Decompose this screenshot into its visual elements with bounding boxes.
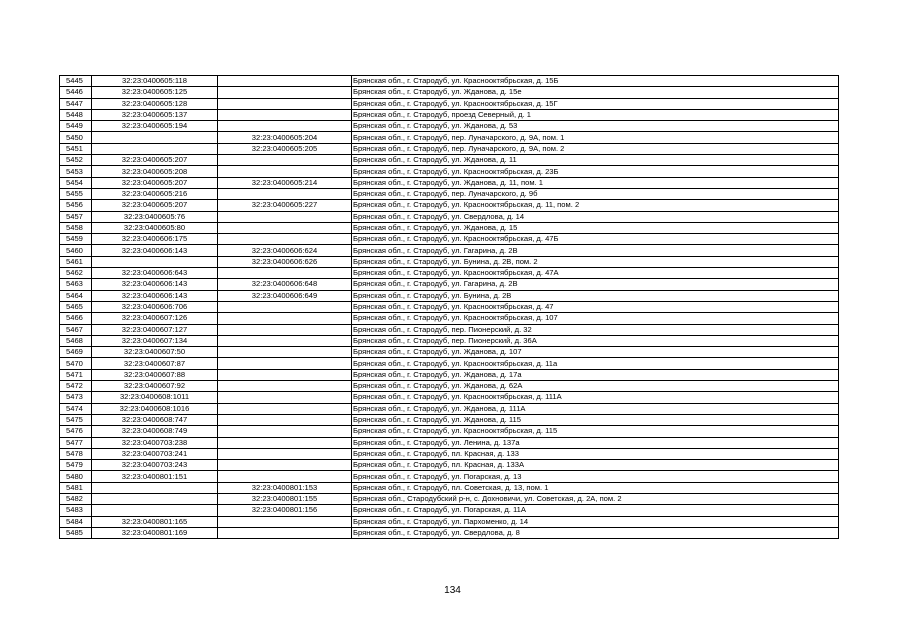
building-cadastral-number-cell: [218, 234, 352, 245]
building-cadastral-number-cell: [218, 301, 352, 312]
building-cadastral-number-cell: [218, 437, 352, 448]
land-cadastral-number-cell: 32:23:0400703:241: [92, 448, 218, 459]
building-cadastral-number-cell: [218, 335, 352, 346]
address-cell: Брянская обл., г. Стародуб, ул. Гагарина, д. 2В: [352, 279, 839, 290]
land-cadastral-number-cell: 32:23:0400605:208: [92, 166, 218, 177]
building-cadastral-number-cell: 32:23:0400801:156: [218, 505, 352, 516]
land-cadastral-number-cell: 32:23:0400605:216: [92, 188, 218, 199]
row-number-cell: 5454: [60, 177, 92, 188]
table-row: [60, 414, 839, 425]
address-cell: Брянская обл., г. Стародуб, ул. Жданова, д. 17а: [352, 369, 839, 380]
land-cadastral-number-cell: 32:23:0400607:126: [92, 313, 218, 324]
building-cadastral-number-cell: [218, 403, 352, 414]
table-row: [60, 392, 839, 403]
address-cell: Брянская обл., г. Стародуб, ул. Гагарина, д. 2В: [352, 245, 839, 256]
row-number-cell: 5448: [60, 109, 92, 120]
address-cell: Брянская обл., г. Стародуб, ул. Жданова, д. 53: [352, 121, 839, 132]
address-cell: Брянская обл., г. Стародуб, ул. Свердлова, д. 14: [352, 211, 839, 222]
land-cadastral-number-cell: 32:23:0400608:749: [92, 426, 218, 437]
building-cadastral-number-cell: [218, 381, 352, 392]
row-number-cell: 5470: [60, 358, 92, 369]
address-cell: Брянская обл., г. Стародуб, проезд Северный, д. 1: [352, 109, 839, 120]
building-cadastral-number-cell: [218, 392, 352, 403]
table-row: [60, 132, 839, 143]
address-cell: Брянская обл., г. Стародуб, ул. Свердлова, д. 8: [352, 527, 839, 538]
table-row: [60, 335, 839, 346]
row-number-cell: 5451: [60, 143, 92, 154]
building-cadastral-number-cell: [218, 448, 352, 459]
building-cadastral-number-cell: [218, 313, 352, 324]
land-cadastral-number-cell: [92, 505, 218, 516]
address-cell: Брянская обл., г. Стародуб, пл. Красная, д. 133А: [352, 460, 839, 471]
building-cadastral-number-cell: 32:23:0400606:649: [218, 290, 352, 301]
address-cell: Брянская обл., г. Стародуб, пер. Пионерский, д. 32: [352, 324, 839, 335]
address-cell: Брянская обл., г. Стародуб, пер. Луначарского, д. 9А, пом. 2: [352, 143, 839, 154]
row-number-cell: 5483: [60, 505, 92, 516]
row-number-cell: 5481: [60, 482, 92, 493]
table-row: [60, 87, 839, 98]
table-row: [60, 313, 839, 324]
land-cadastral-number-cell: 32:23:0400608:1016: [92, 403, 218, 414]
land-cadastral-number-cell: 32:23:0400801:165: [92, 516, 218, 527]
row-number-cell: 5450: [60, 132, 92, 143]
table-row: [60, 155, 839, 166]
address-cell: Брянская обл., г. Стародуб, ул. Краснооктябрьская, д. 107: [352, 313, 839, 324]
table-row: [60, 177, 839, 188]
land-cadastral-number-cell: 32:23:0400608:1011: [92, 392, 218, 403]
row-number-cell: 5485: [60, 527, 92, 538]
address-cell: Брянская обл., г. Стародуб, ул. Бунина, д. 2В, пом. 2: [352, 256, 839, 267]
row-number-cell: 5479: [60, 460, 92, 471]
row-number-cell: 5484: [60, 516, 92, 527]
row-number-cell: 5460: [60, 245, 92, 256]
row-number-cell: 5468: [60, 335, 92, 346]
table-row: [60, 188, 839, 199]
building-cadastral-number-cell: [218, 188, 352, 199]
table-row: [60, 301, 839, 312]
row-number-cell: 5474: [60, 403, 92, 414]
table-row: [60, 279, 839, 290]
address-cell: Брянская обл., г. Стародуб, ул. Жданова, д. 62А: [352, 381, 839, 392]
building-cadastral-number-cell: [218, 347, 352, 358]
table-row: [60, 200, 839, 211]
land-cadastral-number-cell: 32:23:0400605:76: [92, 211, 218, 222]
building-cadastral-number-cell: 32:23:0400605:214: [218, 177, 352, 188]
land-cadastral-number-cell: 32:23:0400606:143: [92, 290, 218, 301]
address-cell: Брянская обл., г. Стародуб, ул. Краснооктябрьская, д. 47А: [352, 268, 839, 279]
table-row: [60, 471, 839, 482]
row-number-cell: 5480: [60, 471, 92, 482]
address-cell: Брянская обл., г. Стародуб, ул. Погарская, д. 11А: [352, 505, 839, 516]
land-cadastral-number-cell: 32:23:0400606:643: [92, 268, 218, 279]
building-cadastral-number-cell: [218, 268, 352, 279]
address-cell: Брянская обл., г. Стародуб, пер. Луначарского, д. 9б: [352, 188, 839, 199]
row-number-cell: 5452: [60, 155, 92, 166]
land-cadastral-number-cell: 32:23:0400605:207: [92, 177, 218, 188]
table-row: [60, 222, 839, 233]
address-cell: Брянская обл., Стародубский р-н, с. Дохновичи, ул. Советская, д. 2А, пом. 2: [352, 493, 839, 504]
address-cell: Брянская обл., г. Стародуб, ул. Ленина, д. 137а: [352, 437, 839, 448]
address-cell: Брянская обл., г. Стародуб, ул. Краснооктябрьская, д. 47Б: [352, 234, 839, 245]
building-cadastral-number-cell: [218, 369, 352, 380]
address-cell: Брянская обл., г. Стародуб, ул. Жданова, д. 15: [352, 222, 839, 233]
table-row: [60, 98, 839, 109]
land-cadastral-number-cell: [92, 256, 218, 267]
row-number-cell: 5473: [60, 392, 92, 403]
table-row: [60, 516, 839, 527]
land-cadastral-number-cell: 32:23:0400607:127: [92, 324, 218, 335]
row-number-cell: 5455: [60, 188, 92, 199]
building-cadastral-number-cell: 32:23:0400605:205: [218, 143, 352, 154]
land-cadastral-number-cell: 32:23:0400605:118: [92, 76, 218, 87]
land-cadastral-number-cell: 32:23:0400607:88: [92, 369, 218, 380]
land-cadastral-number-cell: [92, 132, 218, 143]
address-cell: Брянская обл., г. Стародуб, пер. Пионерский, д. 36А: [352, 335, 839, 346]
table-row: [60, 437, 839, 448]
table-row: [60, 143, 839, 154]
table-row: [60, 256, 839, 267]
address-cell: Брянская обл., г. Стародуб, ул. Краснооктябрьская, д. 15Г: [352, 98, 839, 109]
address-cell: Брянская обл., г. Стародуб, ул. Пархоменко, д. 14: [352, 516, 839, 527]
address-cell: Брянская обл., г. Стародуб, ул. Жданова, д. 11, пом. 1: [352, 177, 839, 188]
land-cadastral-number-cell: 32:23:0400801:169: [92, 527, 218, 538]
address-cell: Брянская обл., г. Стародуб, ул. Жданова, д. 107: [352, 347, 839, 358]
building-cadastral-number-cell: [218, 324, 352, 335]
table-row: [60, 482, 839, 493]
table-row: [60, 493, 839, 504]
row-number-cell: 5469: [60, 347, 92, 358]
building-cadastral-number-cell: [218, 166, 352, 177]
building-cadastral-number-cell: [218, 87, 352, 98]
building-cadastral-number-cell: [218, 211, 352, 222]
address-cell: Брянская обл., г. Стародуб, ул. Краснооктябрьская, д. 111А: [352, 392, 839, 403]
row-number-cell: 5463: [60, 279, 92, 290]
land-cadastral-number-cell: 32:23:0400703:243: [92, 460, 218, 471]
table-row: [60, 381, 839, 392]
building-cadastral-number-cell: [218, 155, 352, 166]
land-cadastral-number-cell: 32:23:0400605:80: [92, 222, 218, 233]
address-cell: Брянская обл., г. Стародуб, ул. Погарская, д. 13: [352, 471, 839, 482]
table-row: [60, 76, 839, 87]
building-cadastral-number-cell: 32:23:0400606:626: [218, 256, 352, 267]
building-cadastral-number-cell: [218, 358, 352, 369]
property-table: [59, 75, 839, 539]
page-number: 134: [444, 585, 461, 596]
row-number-cell: 5475: [60, 414, 92, 425]
table-row: [60, 324, 839, 335]
row-number-cell: 5447: [60, 98, 92, 109]
building-cadastral-number-cell: [218, 76, 352, 87]
table-row: [60, 245, 839, 256]
land-cadastral-number-cell: 32:23:0400606:175: [92, 234, 218, 245]
row-number-cell: 5449: [60, 121, 92, 132]
building-cadastral-number-cell: [218, 426, 352, 437]
table-row: [60, 268, 839, 279]
building-cadastral-number-cell: 32:23:0400605:227: [218, 200, 352, 211]
row-number-cell: 5472: [60, 381, 92, 392]
building-cadastral-number-cell: [218, 414, 352, 425]
address-cell: Брянская обл., г. Стародуб, пл. Красная, д. 133: [352, 448, 839, 459]
address-cell: Брянская обл., г. Стародуб, пер. Луначарского, д. 9А, пом. 1: [352, 132, 839, 143]
row-number-cell: 5477: [60, 437, 92, 448]
table-row: [60, 403, 839, 414]
row-number-cell: 5478: [60, 448, 92, 459]
land-cadastral-number-cell: 32:23:0400605:207: [92, 200, 218, 211]
property-table-body: [60, 76, 839, 539]
land-cadastral-number-cell: 32:23:0400605:194: [92, 121, 218, 132]
building-cadastral-number-cell: 32:23:0400606:648: [218, 279, 352, 290]
land-cadastral-number-cell: [92, 482, 218, 493]
land-cadastral-number-cell: 32:23:0400606:143: [92, 279, 218, 290]
table-row: [60, 121, 839, 132]
building-cadastral-number-cell: [218, 460, 352, 471]
table-row: [60, 234, 839, 245]
address-cell: Брянская обл., г. Стародуб, ул. Краснооктябрьская, д. 47: [352, 301, 839, 312]
table-row: [60, 527, 839, 538]
building-cadastral-number-cell: [218, 516, 352, 527]
row-number-cell: 5482: [60, 493, 92, 504]
row-number-cell: 5464: [60, 290, 92, 301]
row-number-cell: 5462: [60, 268, 92, 279]
table-row: [60, 166, 839, 177]
land-cadastral-number-cell: 32:23:0400606:706: [92, 301, 218, 312]
table-row: [60, 505, 839, 516]
address-cell: Брянская обл., г. Стародуб, ул. Бунина, д. 2В: [352, 290, 839, 301]
row-number-cell: 5453: [60, 166, 92, 177]
land-cadastral-number-cell: 32:23:0400607:50: [92, 347, 218, 358]
land-cadastral-number-cell: [92, 143, 218, 154]
row-number-cell: 5465: [60, 301, 92, 312]
building-cadastral-number-cell: [218, 98, 352, 109]
building-cadastral-number-cell: 32:23:0400605:204: [218, 132, 352, 143]
address-cell: Брянская обл., г. Стародуб, пл. Советская, д. 13, пом. 1: [352, 482, 839, 493]
address-cell: Брянская обл., г. Стародуб, ул. Краснооктябрьская, д. 11, пом. 2: [352, 200, 839, 211]
row-number-cell: 5456: [60, 200, 92, 211]
building-cadastral-number-cell: [218, 471, 352, 482]
land-cadastral-number-cell: 32:23:0400607:134: [92, 335, 218, 346]
land-cadastral-number-cell: [92, 493, 218, 504]
table-row: [60, 426, 839, 437]
building-cadastral-number-cell: [218, 527, 352, 538]
row-number-cell: 5457: [60, 211, 92, 222]
address-cell: Брянская обл., г. Стародуб, ул. Краснооктябрьская, д. 23Б: [352, 166, 839, 177]
row-number-cell: 5471: [60, 369, 92, 380]
address-cell: Брянская обл., г. Стародуб, ул. Жданова, д. 11: [352, 155, 839, 166]
land-cadastral-number-cell: 32:23:0400607:92: [92, 381, 218, 392]
address-cell: Брянская обл., г. Стародуб, ул. Краснооктябрьская, д. 11а: [352, 358, 839, 369]
building-cadastral-number-cell: 32:23:0400801:153: [218, 482, 352, 493]
row-number-cell: 5466: [60, 313, 92, 324]
address-cell: Брянская обл., г. Стародуб, ул. Краснооктябрьская, д. 15Б: [352, 76, 839, 87]
land-cadastral-number-cell: 32:23:0400605:125: [92, 87, 218, 98]
land-cadastral-number-cell: 32:23:0400607:87: [92, 358, 218, 369]
table-row: [60, 109, 839, 120]
row-number-cell: 5445: [60, 76, 92, 87]
building-cadastral-number-cell: 32:23:0400801:155: [218, 493, 352, 504]
table-row: [60, 448, 839, 459]
row-number-cell: 5476: [60, 426, 92, 437]
land-cadastral-number-cell: 32:23:0400801:151: [92, 471, 218, 482]
land-cadastral-number-cell: 32:23:0400605:128: [92, 98, 218, 109]
address-cell: Брянская обл., г. Стародуб, ул. Жданова, д. 111А: [352, 403, 839, 414]
row-number-cell: 5458: [60, 222, 92, 233]
row-number-cell: 5461: [60, 256, 92, 267]
land-cadastral-number-cell: 32:23:0400605:207: [92, 155, 218, 166]
address-cell: Брянская обл., г. Стародуб, ул. Краснооктябрьская, д. 115: [352, 426, 839, 437]
building-cadastral-number-cell: [218, 109, 352, 120]
row-number-cell: 5459: [60, 234, 92, 245]
address-cell: Брянская обл., г. Стародуб, ул. Жданова, д. 115: [352, 414, 839, 425]
land-cadastral-number-cell: 32:23:0400606:143: [92, 245, 218, 256]
row-number-cell: 5446: [60, 87, 92, 98]
land-cadastral-number-cell: 32:23:0400605:137: [92, 109, 218, 120]
row-number-cell: 5467: [60, 324, 92, 335]
table-row: [60, 290, 839, 301]
table-row: [60, 369, 839, 380]
address-cell: Брянская обл., г. Стародуб, ул. Жданова, д. 15е: [352, 87, 839, 98]
table-row: [60, 460, 839, 471]
table-row: [60, 347, 839, 358]
building-cadastral-number-cell: [218, 121, 352, 132]
land-cadastral-number-cell: 32:23:0400703:238: [92, 437, 218, 448]
table-row: [60, 358, 839, 369]
building-cadastral-number-cell: 32:23:0400606:624: [218, 245, 352, 256]
table-row: [60, 211, 839, 222]
land-cadastral-number-cell: 32:23:0400608:747: [92, 414, 218, 425]
building-cadastral-number-cell: [218, 222, 352, 233]
